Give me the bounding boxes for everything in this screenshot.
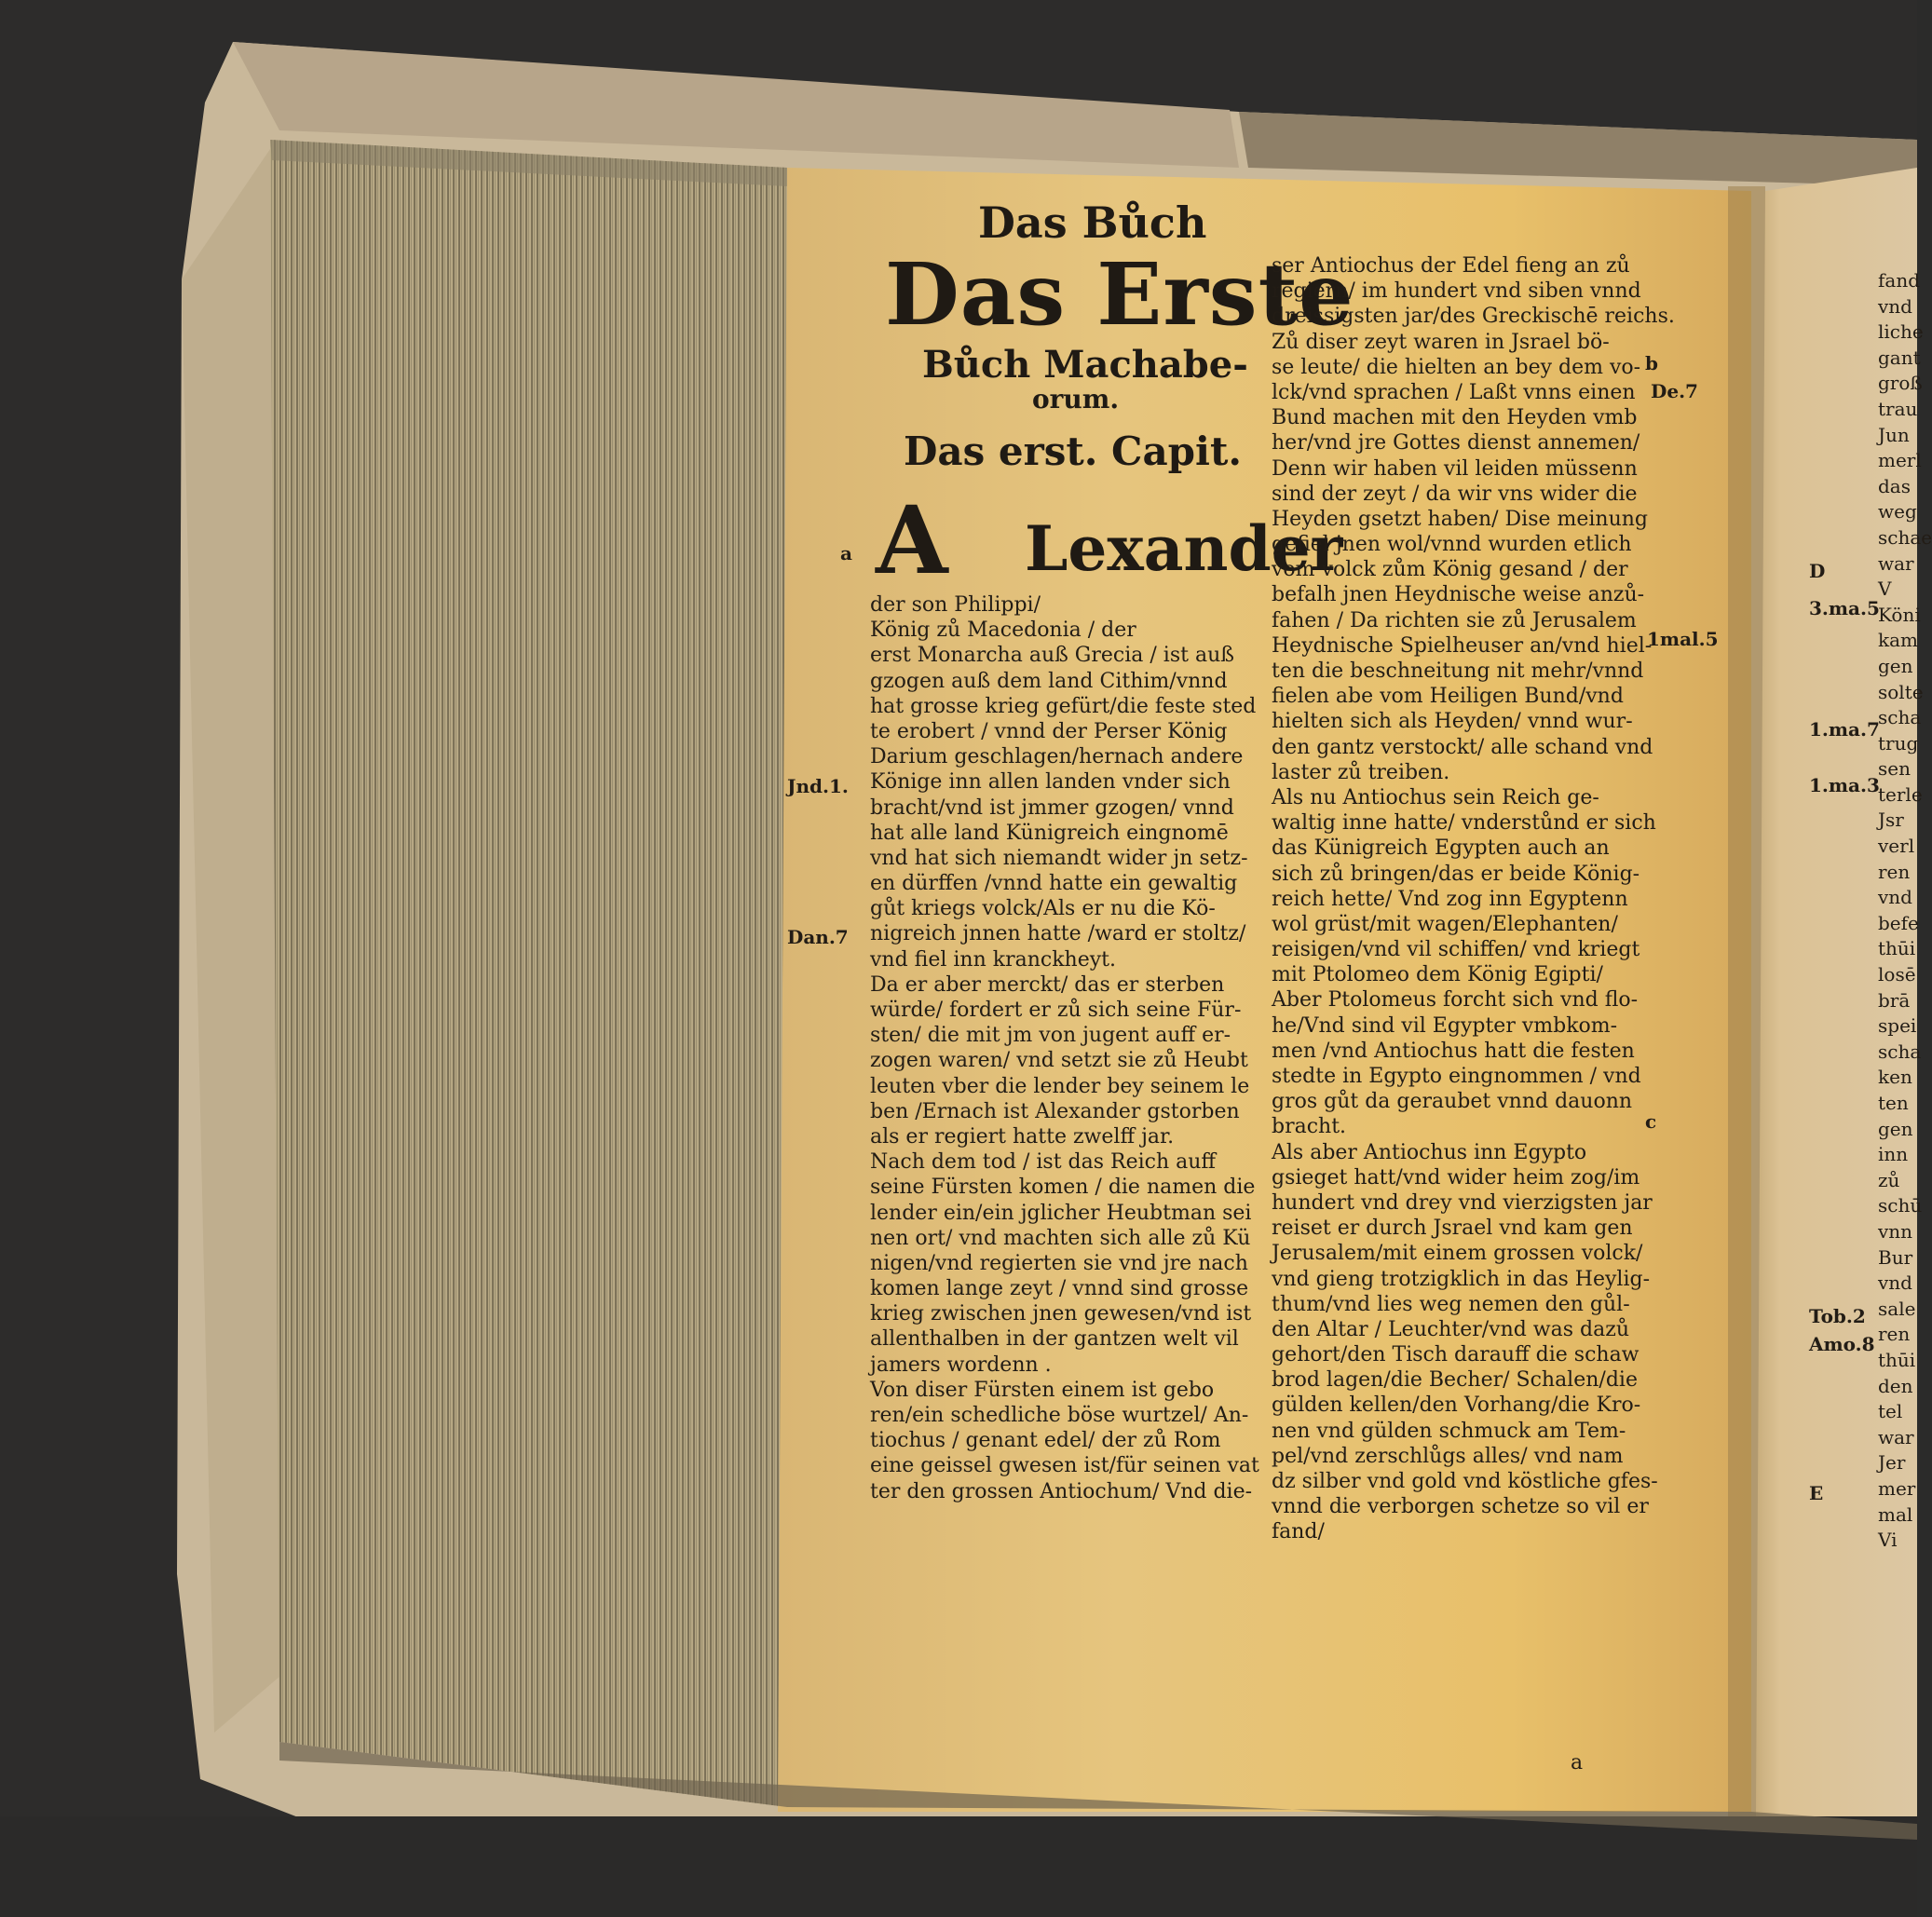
right-column-line: gefiel jnen wol/vnnd wurden etlich xyxy=(1272,533,1632,557)
right-column-line: Denn wir haben vil leiden müssenn xyxy=(1272,456,1638,481)
left-column-line: als er regiert hatte zwelff jar. xyxy=(870,1124,1175,1149)
facing-page-line: mer xyxy=(1878,1476,1916,1500)
facing-margin-note: 1.ma.3 xyxy=(1809,774,1880,796)
left-column-line: ben /Ernach ist Alexander gstorben xyxy=(870,1099,1240,1123)
facing-page-line: brā xyxy=(1878,988,1911,1012)
drop-initial-word: Lexander xyxy=(1025,512,1343,585)
right-column-line: wol grüst/mit wagen/Elephanten/ xyxy=(1272,912,1618,936)
facing-page-line: ren xyxy=(1878,1323,1911,1346)
right-column-line: Als aber Antiochus inn Egypto xyxy=(1272,1140,1587,1164)
left-column-line: komen lange zeyt / vnnd sind grosse xyxy=(870,1277,1249,1301)
margin-note-mal: 1mal.5 xyxy=(1647,628,1719,650)
left-column-line: hat alle land Künigreich eingnomē xyxy=(870,821,1229,845)
facing-page-line: vnd xyxy=(1878,886,1912,909)
right-column-line: men /vnd Antiochus hatt die festen xyxy=(1272,1039,1635,1063)
right-column-line: laster zů treiben. xyxy=(1272,760,1450,784)
margin-note-ind: Jnd.1. xyxy=(787,775,849,797)
margin-note-dan: Dan.7 xyxy=(787,926,849,948)
right-column-line: den Altar / Leuchter/vnd was dazů xyxy=(1272,1317,1630,1341)
right-column-line: her/vnd jre Gottes dienst annemen/ xyxy=(1272,431,1640,455)
right-column-line: se leute/ die hielten an bey dem vo- xyxy=(1272,355,1641,379)
right-column-line: lck/vnd sprachen / Laßt vnns einen xyxy=(1272,380,1636,404)
left-column-line: nigreich jnnen hatte /ward er stoltz/ xyxy=(870,922,1246,946)
left-column-line: gůt kriegs volck/Als er nu die Kö- xyxy=(870,897,1216,921)
facing-page-line: Vi xyxy=(1878,1529,1898,1552)
left-column-line: König zů Macedonia / der xyxy=(870,619,1136,643)
right-column-line: thum/vnd lies weg nemen den gůl- xyxy=(1272,1292,1630,1316)
left-column-line: tiochus / genant edel/ der zů Rom xyxy=(870,1429,1221,1453)
right-column-line: vnnd die verborgen schetze so vil er xyxy=(1272,1495,1649,1519)
facing-page-line: merl xyxy=(1878,449,1922,472)
facing-page-line: sen xyxy=(1878,757,1911,781)
right-column-line: den gantz verstockt/ alle schand vnd xyxy=(1272,735,1653,759)
left-column-line: gzogen auß dem land Cithim/vnnd xyxy=(870,669,1228,693)
left-column-line: leuten vber die lender bey seinem le xyxy=(870,1074,1250,1098)
facing-page-line: trug xyxy=(1878,731,1919,755)
facing-page-line: ten xyxy=(1878,1092,1909,1114)
left-column-line: Nach dem tod / ist das Reich auff xyxy=(870,1150,1217,1175)
left-column-line: seine Fürsten komen / die namen die xyxy=(870,1176,1256,1200)
right-column-line: dz silber vnd gold vnd köstliche gfes- xyxy=(1272,1470,1658,1493)
facing-page-line: liche xyxy=(1878,320,1924,344)
left-column-line: en dürffen /vnnd hatte ein gewaltig xyxy=(870,872,1238,896)
facing-margin-note: 1.ma.7 xyxy=(1809,718,1880,741)
right-column-line: he/Vnd sind vil Egypter vmbkom- xyxy=(1272,1013,1618,1038)
book-title: Das Erste xyxy=(885,244,1354,345)
right-column-line: Heyden gsetzt haben/ Dise meinung xyxy=(1272,507,1649,531)
margin-note-a: a xyxy=(840,542,852,564)
facing-page-line: losē xyxy=(1878,963,1916,986)
right-column-line: Bund machen mit den Heyden vmb xyxy=(1272,406,1638,430)
left-column-line: Da er aber merckt/ das er sterben xyxy=(870,972,1225,997)
right-text-column xyxy=(1272,253,1675,1545)
right-column-line: regiern/ im hundert vnd siben vnnd xyxy=(1272,279,1641,304)
right-column-line: mit Ptolomeo dem König Egipti/ xyxy=(1272,963,1603,987)
right-column-line: hielten sich als Heyden/ vnnd wur- xyxy=(1272,710,1633,734)
right-column-line: gehort/den Tisch darauff die schaw xyxy=(1272,1343,1639,1367)
right-column-line: reisigen/vnd vil schiffen/ vnd kriegt xyxy=(1272,938,1640,962)
facing-page-line: Jsr xyxy=(1878,809,1904,832)
facing-page-line: gen xyxy=(1878,1117,1913,1140)
facing-page-line: thūi xyxy=(1878,937,1916,960)
right-column-line: Heydnische Spielheuser an/vnd hiel- xyxy=(1272,633,1653,658)
facing-page-line: war xyxy=(1878,551,1914,575)
right-column-line: Zů diser zeyt waren in Jsrael bö- xyxy=(1272,330,1610,354)
left-column-line: Von diser Fürsten einem ist gebo xyxy=(870,1378,1215,1402)
right-column-line: gros gůt da geraubet vnnd dauonn xyxy=(1272,1090,1633,1114)
right-column-line: bracht. xyxy=(1272,1115,1347,1139)
facing-page-line: scha xyxy=(1878,1040,1922,1063)
facing-margin-note: D xyxy=(1809,560,1826,582)
left-column-line: lender ein/ein jglicher Heubtman sei xyxy=(870,1201,1252,1225)
margin-note-b: b xyxy=(1645,352,1658,374)
facing-page-line: inn xyxy=(1878,1143,1909,1166)
facing-page-line: sale xyxy=(1878,1297,1916,1320)
left-column-line: eine geissel gwesen ist/für seinen vat xyxy=(870,1454,1259,1478)
right-column-line: Als nu Antiochus sein Reich ge- xyxy=(1272,785,1599,809)
facing-margin-note: E xyxy=(1809,1482,1824,1504)
book-subtitle: Bůch Machabe- xyxy=(922,343,1248,387)
facing-margin-note: Tob.2 xyxy=(1809,1305,1866,1327)
facing-page-line: kam xyxy=(1878,629,1919,652)
left-column-line: Darium geschlagen/hernach andere xyxy=(870,745,1244,769)
right-column-line: pel/vnd zerschlůgs alles/ vnd nam xyxy=(1272,1444,1624,1468)
facing-page-line: vnd xyxy=(1878,294,1912,318)
left-column-line: nen ort/ vnd machten sich alle zů Kü xyxy=(870,1226,1251,1250)
facing-page-line: vnd xyxy=(1878,1271,1912,1295)
right-column-line: fahen / Da richten sie zů Jerusalem xyxy=(1272,608,1637,632)
facing-page-line: verl xyxy=(1878,835,1915,858)
right-column-line: ser Antiochus der Edel fieng an zů xyxy=(1272,254,1630,278)
facing-page-line: vnn xyxy=(1878,1219,1913,1243)
right-column-line: gsieget hatt/vnd wider heim zog/im xyxy=(1272,1165,1640,1190)
right-column-line: befalh jnen Heydnische weise anzů- xyxy=(1272,583,1645,607)
right-column-line: Aber Ptolomeus forcht sich vnd flo- xyxy=(1272,988,1639,1013)
facing-page-line: terle xyxy=(1878,782,1923,806)
right-column-line: Jerusalem/mit einem grossen volck/ xyxy=(1272,1242,1643,1266)
left-column-line: ter den grossen Antiochum/ Vnd die- xyxy=(870,1479,1253,1503)
margin-note-dev: De.7 xyxy=(1651,380,1698,402)
right-column-line: nen vnd gülden schmuck am Tem- xyxy=(1272,1419,1626,1443)
right-column-line: sich zů bringen/das er beide König- xyxy=(1272,862,1640,886)
left-text-column xyxy=(870,592,1259,1504)
facing-page-line: Bur xyxy=(1878,1245,1913,1269)
right-column-line: vnd gieng trotzigklich in das Heylig- xyxy=(1272,1267,1651,1291)
left-column-line: krieg zwischen jnen gewesen/vnd ist xyxy=(870,1302,1252,1326)
right-column-line: waltig inne hatte/ vnderstůnd er sich xyxy=(1272,811,1656,836)
left-column-line: hat grosse krieg gefürt/die feste sted xyxy=(870,694,1257,718)
right-column-line: stedte in Egypto eingnommen / vnd xyxy=(1272,1065,1641,1088)
left-column-line: bracht/vnd ist jmmer gzogen/ vnnd xyxy=(870,795,1234,820)
facing-page-line: Jun xyxy=(1878,423,1910,446)
facing-page-line: V xyxy=(1878,578,1892,601)
left-column-line: zogen waren/ vnd setzt sie zů Heubt xyxy=(870,1049,1248,1073)
left-column-line: nigen/vnd regierten sie vnd jre nach xyxy=(870,1251,1248,1275)
facing-page-line: ren xyxy=(1878,860,1911,883)
left-column-line: vnd hat sich niemandt wider jn setz- xyxy=(870,846,1248,870)
left-column-line: Könige inn allen landen vnder sich xyxy=(870,770,1231,795)
facing-page-line: schū xyxy=(1878,1194,1923,1217)
facing-page-line: spei xyxy=(1878,1014,1917,1038)
left-column-line: der son Philippi/ xyxy=(870,593,1041,617)
right-column-line: reiset er durch Jsrael vnd kam gen xyxy=(1272,1217,1633,1241)
right-column-line: hundert vnd drey vnd vierzigsten jar xyxy=(1272,1190,1653,1215)
facing-page-line: Jer xyxy=(1878,1451,1906,1475)
facing-page-line: gen xyxy=(1878,654,1913,677)
facing-page-line: solte xyxy=(1878,680,1924,703)
left-column-line: würde/ fordert er zů sich seine Für- xyxy=(870,999,1242,1022)
right-column-line: gülden kellen/den Vorhang/die Kro- xyxy=(1272,1394,1641,1418)
facing-page-line: war xyxy=(1878,1425,1914,1448)
facing-page-line: tel xyxy=(1878,1400,1903,1423)
facing-page-line: das xyxy=(1878,474,1911,497)
left-column-line: ren/ein schedliche böse wurtzel/ An- xyxy=(870,1404,1249,1427)
right-column-line: vom volck zům König gesand / der xyxy=(1272,558,1628,582)
facing-page-line: mal xyxy=(1878,1502,1913,1526)
right-column-line: dreissigsten jar/des Greckischē reichs. xyxy=(1272,305,1675,329)
facing-margin-note: 3.ma.5 xyxy=(1809,597,1880,619)
book-subtitle-continuation: orum. xyxy=(1032,384,1120,415)
left-column-line: te erobert / vnnd der Perser König xyxy=(870,719,1228,743)
facing-page-line: den xyxy=(1878,1374,1913,1397)
left-column-line: jamers wordenn . xyxy=(870,1353,1052,1377)
folio-signature: a xyxy=(1571,1751,1584,1774)
facing-page-line: zů xyxy=(1878,1168,1900,1191)
chapter-heading: Das erst. Capit. xyxy=(904,428,1243,474)
facing-page-line: fand xyxy=(1878,269,1921,292)
running-head: Das Bůch xyxy=(978,197,1207,248)
right-column-line: ten die beschneitung nit mehr/vnnd xyxy=(1272,659,1644,683)
facing-page-line: befe xyxy=(1878,911,1919,934)
left-column-line: sten/ die mit jm von jugent auff er- xyxy=(870,1024,1231,1048)
right-column-line: sind der zeyt / da wir vns wider die xyxy=(1272,482,1638,506)
facing-page-text xyxy=(1878,268,1932,1554)
facing-page-line: trau xyxy=(1878,397,1918,420)
left-column-line: vnd fiel inn kranckheyt. xyxy=(870,947,1116,972)
right-column-line: brod lagen/die Becher/ Schalen/die xyxy=(1272,1368,1638,1393)
facing-page-line: scha xyxy=(1878,706,1922,729)
left-column-line: erst Monarcha auß Grecia / ist auß xyxy=(870,644,1234,668)
facing-page-line: weg xyxy=(1878,500,1917,523)
right-column-line: fand/ xyxy=(1272,1520,1325,1544)
facing-page-line: schae xyxy=(1878,525,1932,549)
drop-initial: A xyxy=(876,485,948,595)
right-column-line: das Künigreich Egypten auch an xyxy=(1272,836,1610,861)
left-column-line: allenthalben in der gantzen welt vil xyxy=(870,1327,1239,1352)
right-column-line: fielen abe vom Heiligen Bund/vnd xyxy=(1272,685,1624,709)
margin-note-c: c xyxy=(1645,1110,1657,1133)
facing-page-line: Köni xyxy=(1878,603,1921,626)
facing-page-line: groß xyxy=(1878,372,1923,395)
facing-page-line: ken xyxy=(1878,1066,1912,1089)
right-column-line: reich hette/ Vnd zog inn Egyptenn xyxy=(1272,887,1628,911)
facing-margin-note: Amo.8 xyxy=(1809,1333,1875,1355)
facing-page-line: thūi xyxy=(1878,1348,1916,1371)
facing-page-line: gant xyxy=(1878,346,1921,369)
